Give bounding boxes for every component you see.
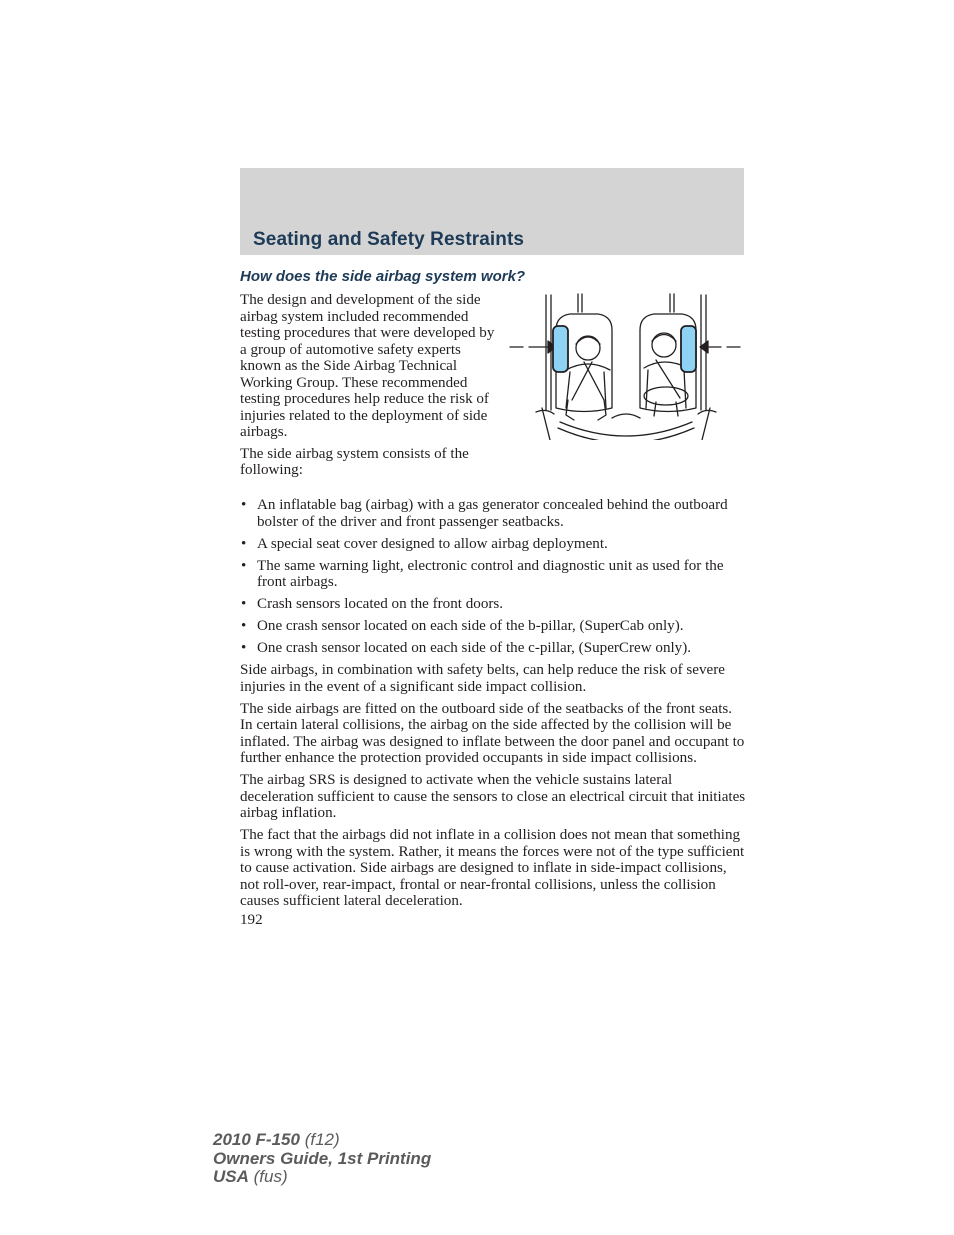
document-footer: [213, 1131, 431, 1187]
page-number: 192: [240, 911, 263, 928]
subsection-heading: How does the side airbag system work?: [240, 268, 526, 285]
footer-line-market: [213, 1168, 431, 1187]
arrow-left-icon: [510, 341, 556, 353]
body-paragraph: Side airbags, in combination with safety belts, can help reduce the risk of severe injuries in the event of a significant side impact collision.: [240, 662, 725, 695]
list-item: • A special seat cover designed to allow airbag deployment.: [240, 536, 746, 553]
body-paragraph: The side airbags are fitted on the outboard side of the seatbacks of the front seats. In certain lateral collisions, the airbag on the side affected by the collision will be inflated. The airbag was designed to inflate between the door panel and occupant to further enhance the protection provided occupants in side impact collisions.: [240, 700, 745, 766]
footer-model-code: (f12): [304, 1130, 340, 1149]
section-header-title: Seating and Safety Restraints: [253, 229, 525, 250]
footer-model: 2010 F-150: [213, 1130, 300, 1149]
list-item: • An inflatable bag (airbag) with a gas generator concealed behind the outboard bolster of the driver and front passenger seatbacks.: [240, 497, 746, 530]
footer-line-model: [213, 1131, 431, 1150]
intro-paragraph-2: The side airbag system consists of the following:: [240, 445, 469, 478]
list-item: • The same warning light, electronic control and diagnostic unit as used for the front airbags.: [240, 558, 746, 591]
components-list: [240, 497, 746, 657]
section-header-band: [240, 168, 744, 255]
list-item: • One crash sensor located on each side of the c-pillar, (SuperCrew only).: [240, 640, 746, 657]
footer-guide: Owners Guide, 1st Printing: [213, 1148, 432, 1168]
right-airbag-icon: [681, 326, 696, 372]
side-airbag-illustration: [506, 290, 746, 440]
footer-market: USA: [213, 1167, 249, 1186]
dashboard-icon: [536, 408, 716, 440]
footer-market-code: (fus): [253, 1167, 288, 1186]
list-item: • One crash sensor located on each side of the b-pillar, (SuperCab only).: [240, 618, 746, 635]
main-text: [240, 497, 746, 928]
intro-paragraph-1: The design and development of the side airbag system included recommended testing procedures that were developed by a group of automotive safety experts known as the Side Airbag Technical Working Group. These recommended testing procedures help reduce the risk of injuries related to the deployment of side airbags.: [240, 292, 495, 440]
list-item: • Crash sensors located on the front doors.: [240, 596, 746, 613]
left-airbag-icon: [553, 326, 568, 372]
intro-text: [240, 292, 498, 479]
body-paragraph: The fact that the airbags did not inflate in a collision does not mean that something is wrong with the system. Rather, it means the forces were not of the type sufficient to cause activation. Side airbags are designed to inflate in side-impact collisions, not roll-over, rear-impact, frontal or near-frontal collisions, unless the collision causes sufficient lateral deceleration.: [240, 827, 745, 909]
body-paragraph: The airbag SRS is designed to activate when the vehicle sustains lateral deceleration sufficient to cause the sensors to close an electrical circuit that initiates airbag inflation.: [240, 772, 746, 821]
